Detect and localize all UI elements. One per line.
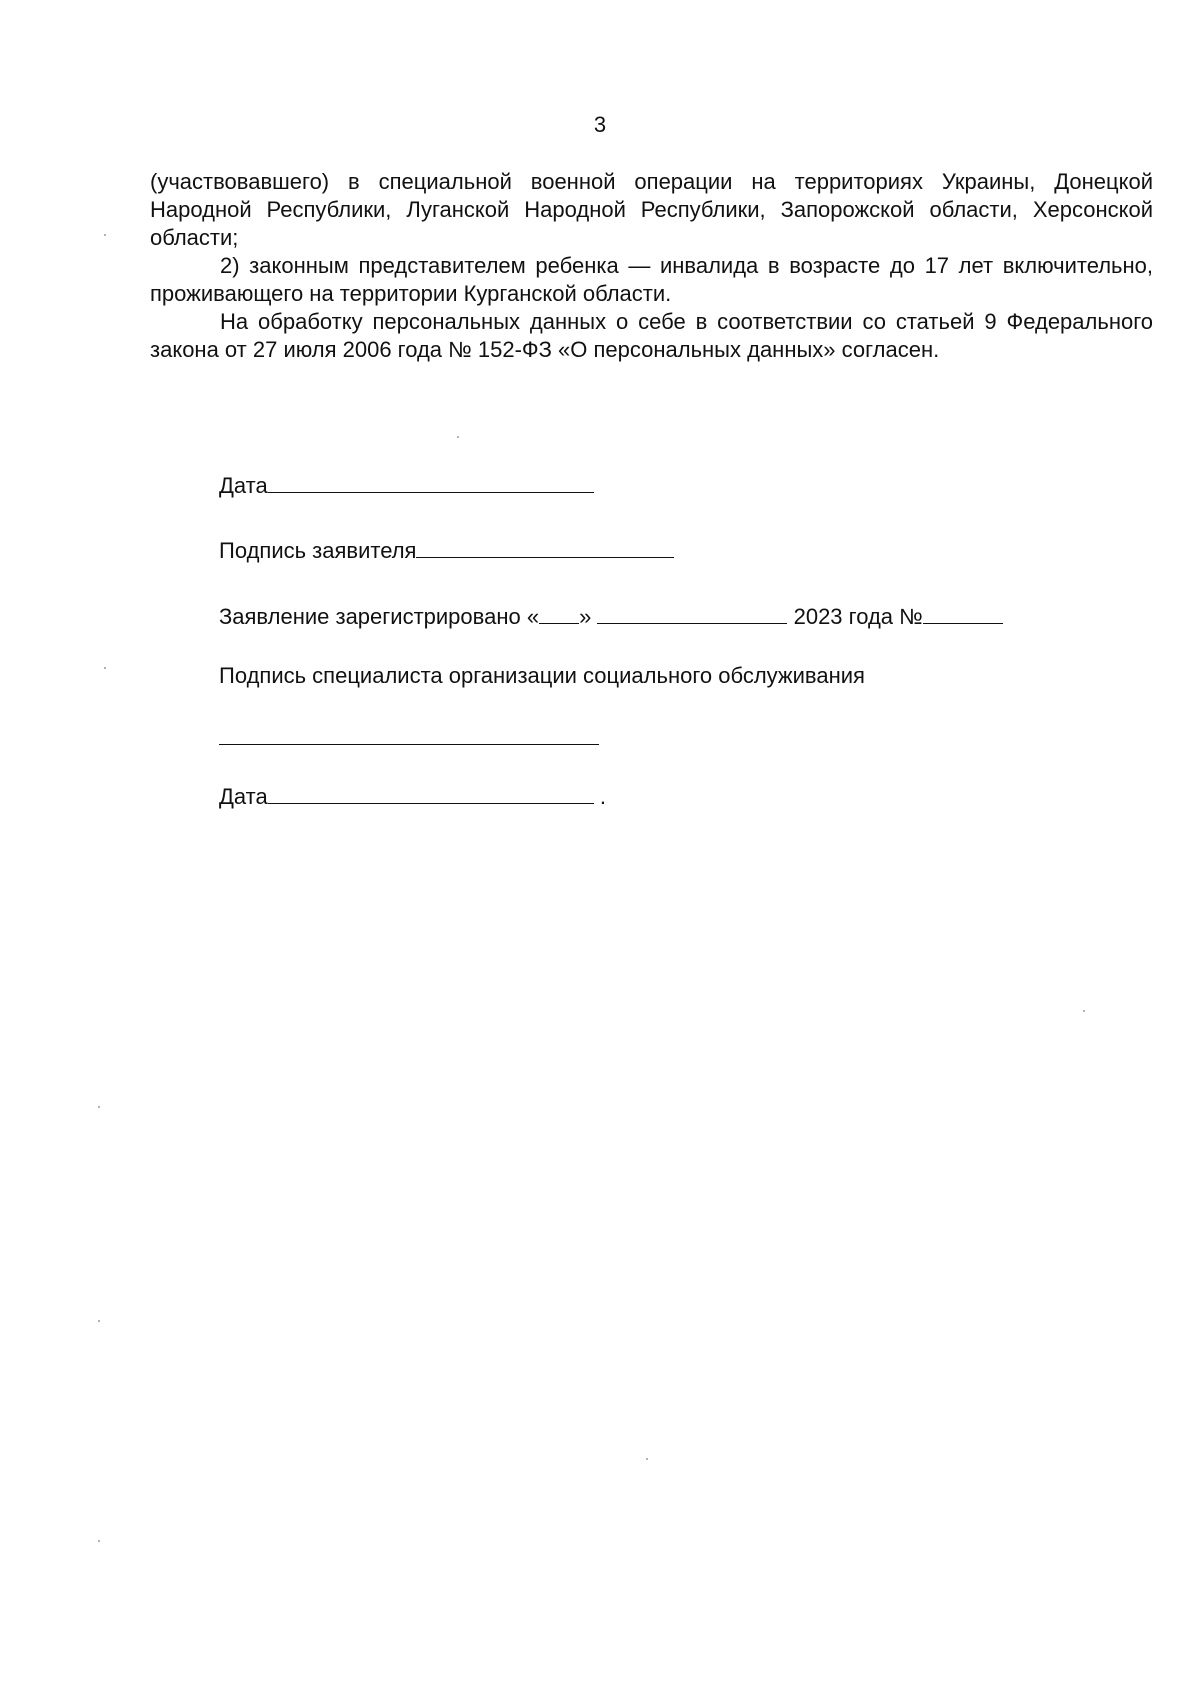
- specialist-signature-label: Подпись специалиста организации социального обслуживания: [219, 663, 865, 688]
- scan-speck: [457, 436, 459, 438]
- registered-label: Заявление зарегистрировано: [219, 604, 521, 629]
- date2-field: [219, 783, 606, 811]
- date-label: Дата: [219, 473, 268, 498]
- registration-month-blank[interactable]: [597, 603, 787, 624]
- applicant-signature-field: [219, 537, 674, 565]
- applicant-signature-label: Подпись заявителя: [219, 538, 417, 563]
- date2-period: .: [599, 784, 606, 809]
- paragraph-item-2: 2) законным представителем ребенка — инвалида в возрасте до 17 лет включительно, проживающего на территории Курганской области.: [150, 253, 1153, 306]
- scan-speck: [98, 1540, 100, 1542]
- scan-speck: [646, 1458, 648, 1460]
- quote-close: »: [579, 604, 592, 629]
- date2-blank-line[interactable]: [268, 783, 594, 804]
- registration-field: [219, 603, 1003, 631]
- document-body: [150, 168, 1153, 364]
- scan-speck: [98, 1320, 100, 1322]
- page-number: 3: [593, 112, 607, 137]
- date-blank-line[interactable]: [268, 472, 594, 493]
- registration-day-blank[interactable]: [539, 603, 579, 624]
- date-field: [219, 472, 594, 500]
- scan-speck: [104, 234, 106, 236]
- registration-year-text: 2023 года №: [793, 604, 923, 629]
- registration-number-blank[interactable]: [923, 603, 1003, 624]
- scan-speck: [98, 1106, 100, 1108]
- scan-speck: [104, 667, 106, 669]
- specialist-signature-blank-line[interactable]: [219, 744, 599, 745]
- paragraph-continuation: (участвовавшего) в специальной военной операции на территориях Украины, Донецкой Народной Республики, Луганской Народной Республики, Запорожской области, Херсонской области;: [150, 169, 1153, 250]
- date2-label: Дата: [219, 784, 268, 809]
- applicant-signature-blank-line[interactable]: [416, 537, 674, 558]
- quote-open: «: [526, 604, 540, 629]
- paragraph-consent: На обработку персональных данных о себе в соответствии со статьей 9 Федерального закона от 27 июля 2006 года № 152-ФЗ «О персональных данных» согласен.: [150, 309, 1153, 362]
- scan-speck: [1083, 1010, 1085, 1012]
- specialist-signature-field: [219, 662, 865, 690]
